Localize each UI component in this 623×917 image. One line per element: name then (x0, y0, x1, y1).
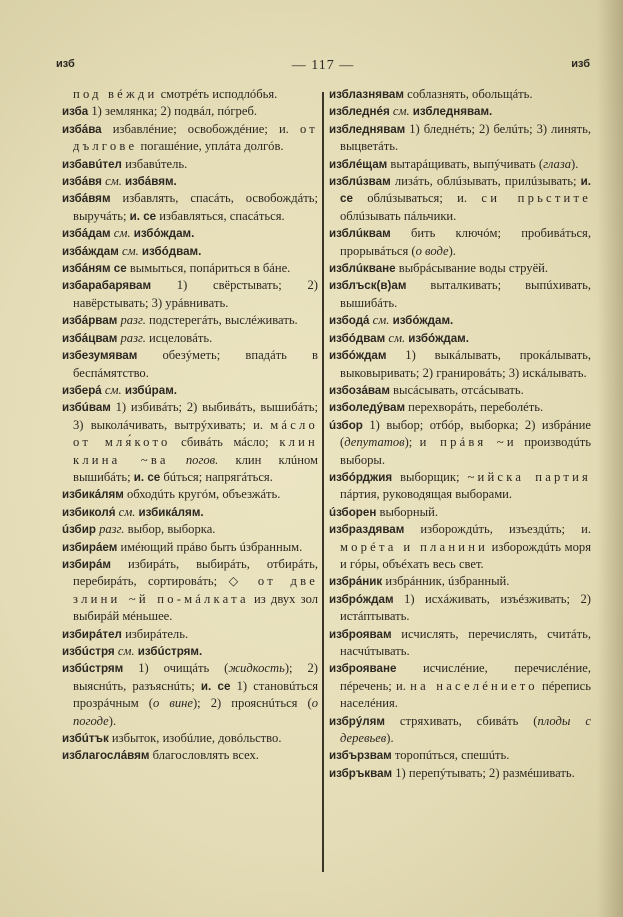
dictionary-entry (329, 521, 591, 573)
headword: избóждам. (408, 331, 469, 345)
label-italic: плоды с деревьев (340, 713, 591, 746)
dictionary-entry (62, 86, 318, 103)
dictionary-entry (62, 643, 318, 660)
dictionary-entry (329, 469, 591, 504)
dictionary-entry (62, 626, 318, 643)
headword: изблагослáвям (62, 749, 150, 763)
translation: выталкивать; выпúхивать, вышибáть. (340, 278, 591, 310)
headword: избикáлям (62, 488, 124, 502)
page-edge-shadow (597, 0, 623, 917)
translation: выбрáсывание воды струёй. (395, 261, 549, 276)
translation: стряхивать, сбивáть ( (385, 713, 538, 728)
dictionary-entry (329, 225, 591, 260)
dictionary-entry (62, 243, 318, 260)
translation: исцеловáть. (145, 330, 213, 345)
dictionary-entry (329, 347, 591, 382)
headword: избирáтел (62, 627, 122, 641)
headword: избавúтел (62, 157, 122, 171)
dictionary-entry (62, 521, 318, 538)
translation: высáсывать, отсáсывать. (389, 382, 524, 397)
translation: 1) бледнéть; 2) белúть; 3) линять, выцветáть. (340, 121, 591, 154)
headword: úзбир (62, 523, 96, 537)
headword: и. се (200, 679, 231, 693)
dictionary-entry (329, 591, 591, 626)
headword: избледнявам (329, 122, 406, 136)
dictionary-entry (62, 312, 318, 329)
headword: избáвя (62, 175, 102, 189)
headword: и. се (340, 175, 591, 206)
headword: избáцвам (62, 331, 118, 345)
left-guide-word: изб (56, 58, 75, 70)
dictionary-entry (62, 539, 318, 556)
headword: избледнявам. (412, 105, 493, 119)
label-italic: см. (101, 174, 126, 189)
translation: изборождúть моря и гóры, объéхать весь свет. (340, 539, 591, 571)
label-italic: разг. (117, 330, 146, 345)
label-italic: см. (114, 644, 138, 658)
translation: пáртия, руководящая выборами. (340, 487, 513, 502)
translation: бить ключóм; пробивáться, прорывáться ( (340, 226, 591, 258)
dictionary-entry (329, 382, 591, 399)
dictionary-entry (329, 86, 591, 103)
dictionary-entry (329, 747, 591, 764)
translation: выбор, выборка. (124, 522, 216, 537)
right-column (329, 86, 591, 782)
dictionary-entry (62, 486, 318, 503)
label-italic: см. (101, 382, 125, 397)
headword: избикáлям. (138, 505, 204, 519)
dictionary-entry (62, 504, 318, 521)
label-italic: глаза (543, 156, 572, 171)
headword: избóдвам. (141, 244, 202, 258)
headword: избóдвам (329, 331, 386, 345)
label-italic: см. (115, 504, 139, 519)
translation: сбивáть мáсло; (170, 435, 280, 450)
translation: ); (404, 435, 420, 450)
translation: производúть выборы. (340, 435, 591, 467)
dictionary-entry (62, 399, 318, 486)
translation: подстерегáть, выслéживать. (145, 313, 298, 328)
example-phrase: си прьстите (481, 191, 591, 206)
column-divider (322, 92, 324, 872)
example-phrase: и прáвя ~и (419, 435, 517, 450)
example-phrase: ~ийска партия (467, 469, 591, 484)
translation: выборный. (376, 504, 438, 519)
translation: избирáтель. (121, 626, 189, 641)
example-phrase: под вéжди (73, 87, 158, 101)
headword: изблúквам (329, 227, 391, 241)
translation: 1) становúться прозрáчным ( (73, 678, 318, 711)
translation: смотрéть исподлóбья. (157, 87, 278, 101)
label-italic: депутатов (344, 435, 405, 450)
label-italic: см. (118, 243, 142, 258)
headword: избрýлям (329, 714, 385, 728)
dictionary-entry (329, 260, 591, 277)
translation: изборождúть, изъездúть; и. (404, 522, 591, 537)
translation: ); 2) прояснúться ( (192, 696, 312, 711)
translation: из двух зол выбирáй мéньшее. (73, 591, 318, 624)
headword: изболедýвам (329, 401, 406, 415)
translation: выборщик; (392, 469, 468, 484)
dictionary-entry (329, 713, 591, 748)
headword: изблúзвам (329, 175, 391, 189)
label-italic: см. (369, 313, 393, 328)
headword: избáвям. (125, 175, 177, 189)
translation: обезýметь; впадáть в беспáмятство. (73, 348, 318, 380)
dictionary-entry (329, 765, 591, 782)
dictionary-entry (62, 330, 318, 347)
translation: избавлять, спасáть, освобождáть; выручáть; (73, 191, 318, 223)
translation: торопúться, спешúть. (391, 748, 510, 763)
translation: избрáнник, úзбранный. (382, 574, 510, 589)
example-phrase: от две злини ~й по-мáлката (73, 574, 318, 606)
translation: бúться; напрягáться. (160, 469, 273, 484)
dictionary-entry (62, 277, 318, 312)
headword: избúстрям (62, 662, 124, 676)
label-italic: погов. (168, 452, 219, 467)
headword: избръквам (329, 766, 393, 780)
dictionary-entry (62, 173, 318, 190)
translation: соблазнять, обольщáть. (403, 87, 533, 101)
headword: изблазнявам (329, 88, 404, 101)
translation: избавúтель. (121, 156, 188, 171)
dictionary-entry (329, 573, 591, 590)
translation: избыток, изобúлие, довóльство. (108, 731, 282, 746)
headword: изба (62, 105, 89, 119)
headword: избóждам. (133, 227, 195, 241)
headword: избързвам (329, 749, 392, 763)
headword: избиколя́ (62, 505, 116, 519)
dictionary-entry (62, 660, 318, 730)
label-italic: разг. (95, 522, 125, 537)
headword: избодá (329, 314, 370, 328)
headword: избирáм (62, 557, 111, 571)
label-italic: разг. (117, 313, 146, 328)
translation: 1) выкáлывать, прокáлывать, выковыривать; 2) гранировáть; 3) искáлывать. (340, 348, 591, 380)
dictionary-entry (329, 660, 591, 712)
translation: 1) перепýтывать; 2) размéшивать. (392, 765, 575, 780)
example-phrase: на населéнието (410, 678, 538, 693)
example-phrase: мáсло от мля́кото (73, 417, 318, 450)
dictionary-entry (329, 156, 591, 173)
headword: и. се (129, 209, 157, 223)
translation: избирáть, выбирáть, отбирáть, перебирáть, сортировáть; ◇ (73, 556, 318, 589)
headword: избáрвам (62, 314, 118, 328)
dictionary-entry (62, 382, 318, 399)
translation: благословлять всех. (149, 748, 259, 763)
dictionary-entry (62, 103, 318, 120)
headword: избезумявам (62, 349, 138, 363)
translation: вытарáщивать, выпýчивать ( (387, 156, 544, 171)
translation: ). (448, 243, 456, 258)
headword: изберá (62, 383, 102, 397)
translation: избавлéние; освобождéние; и. (101, 121, 300, 136)
dictionary-entry (329, 121, 591, 156)
example-phrase: от дълговe (73, 121, 318, 154)
headword: изблъск(в)ам (329, 279, 407, 293)
translation: 1) исхáживать, изъéзживать; 2) истáптывать. (340, 591, 591, 624)
headword: избледнéя (329, 105, 390, 119)
dictionary-entry (62, 347, 318, 382)
dictionary-entry (329, 103, 591, 120)
headword: избáдам (62, 227, 111, 241)
translation: лизáть, облúзывать, прилúзывать; (390, 174, 581, 189)
headword: избирáем (62, 540, 118, 554)
dictionary-entry (329, 626, 591, 661)
headword: избúвам (62, 401, 111, 415)
left-column (62, 86, 318, 765)
dictionary-entry (62, 190, 318, 225)
translation: 1) избивáть; 2) выбивáть, вышибáть; 3) выколáчивать, вытрýхивать; и. (73, 400, 318, 432)
dictionary-entry (329, 417, 591, 469)
headword: úзборен (329, 505, 377, 519)
headword: и. се (133, 470, 161, 484)
translation: исчислять, перечислять, считáть, насчúтывать. (340, 626, 591, 658)
headword: изблéщам (329, 157, 388, 171)
label-italic: о вине (152, 696, 193, 711)
translation: избавляться, спасáться. (156, 208, 285, 223)
label-italic: жидкость (228, 661, 285, 676)
label-italic: о воде (415, 243, 449, 258)
headword: избóждам. (392, 314, 454, 328)
headword: избáням се (62, 262, 127, 276)
headword: избраздявам (329, 523, 405, 537)
headword: избрáник (329, 575, 383, 589)
translation: пéрепись населéния. (340, 678, 591, 711)
headword: избáва (62, 122, 102, 136)
headword: избáждам (62, 244, 119, 258)
dictionary-entry (329, 504, 591, 521)
headword: úзбор (329, 418, 363, 432)
translation: облúзывать пáльчики. (340, 208, 457, 223)
example-phrase: морéта и планини (340, 539, 489, 554)
dictionary-entry (62, 156, 318, 173)
headword: избóрджия (329, 470, 393, 484)
translation: 1) землянка; 2) подвáл, пóгреб. (88, 104, 258, 119)
dictionary-entry (329, 312, 591, 329)
headword: избóждам (329, 349, 387, 363)
translation: ). (386, 731, 394, 746)
dictionary-entry (329, 330, 591, 347)
page-number: — 117 — (291, 58, 355, 73)
example-phrase: клин клина ~ва (73, 435, 318, 467)
dictionary-entry (62, 730, 318, 747)
dictionary-entry (329, 173, 591, 225)
headword: избúрам. (124, 383, 177, 397)
translation: обходúть кругóм, объезжáть. (123, 487, 281, 502)
headword: избрóждам (329, 592, 394, 606)
page-header (56, 58, 590, 76)
headword: избúтък (62, 732, 109, 746)
headword: изброяване (329, 662, 397, 676)
label-italic: о погоде (73, 696, 319, 728)
translation: ). (571, 156, 579, 171)
dictionary-entry (62, 121, 318, 156)
headword: изброявам (329, 627, 392, 641)
headword: изблúкване (329, 262, 396, 276)
headword: избáвям (62, 192, 111, 206)
dictionary-entry (62, 225, 318, 242)
translation: погашéние, уплáта долгóв. (137, 139, 284, 154)
headword: избúстрям. (137, 645, 203, 658)
dictionary-entry (62, 260, 318, 277)
dictionary-entry (329, 277, 591, 312)
translation: 1) свёрстывать; 2) навёрстывать; 3) урáвнивать. (73, 278, 318, 310)
translation: ). (108, 713, 117, 728)
dictionary-entry (329, 399, 591, 416)
translation: исчислéние, перечислéние, пéречень; и. (340, 661, 591, 693)
label-italic: см. (389, 104, 413, 119)
translation: облúзываться; и. (352, 191, 482, 206)
dictionary-entry (62, 556, 318, 626)
translation: клин клúном вышибáть; (73, 452, 318, 484)
translation: имéющий прáво быть úзбранным. (117, 539, 303, 554)
headword: избарабарявам (62, 279, 152, 293)
right-guide-word: изб (571, 58, 590, 70)
headword: избозáвам (329, 383, 390, 397)
translation: перехворáть, переболéть. (405, 400, 544, 415)
translation: 1) очищáть ( (123, 661, 229, 676)
translation: 1) выбор; отбóр, выборка; 2) избрáние ( (340, 417, 591, 450)
label-italic: см. (110, 226, 134, 241)
dictionary-entry (62, 747, 318, 764)
headword: избúстря (62, 645, 115, 658)
label-italic: см. (385, 330, 409, 345)
translation: вымыться, попáриться в бáне. (126, 261, 291, 276)
translation: ); 2) выяснúть, разъяснúть; (73, 661, 318, 693)
